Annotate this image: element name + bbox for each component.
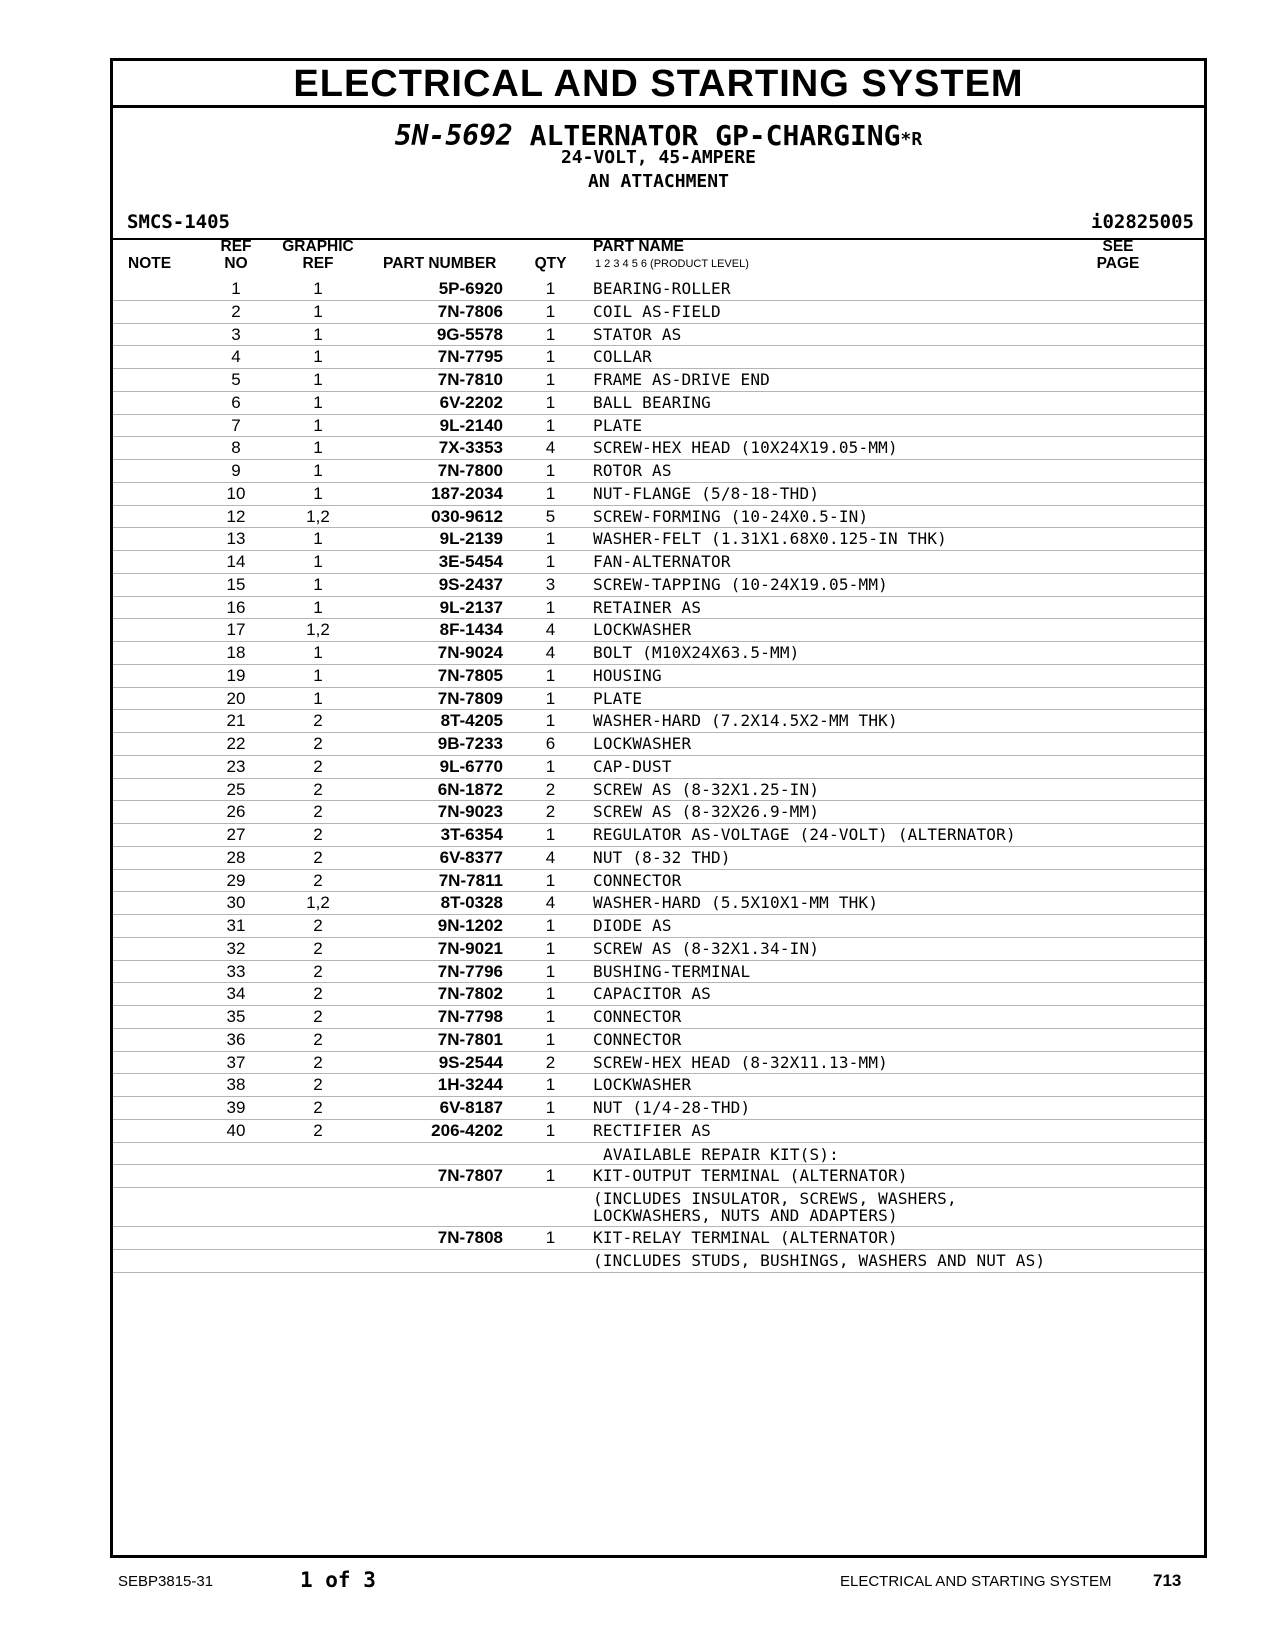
quantity: 1 xyxy=(545,916,556,935)
part-name: CONNECTOR xyxy=(593,870,682,890)
footer-section: ELECTRICAL AND STARTING SYSTEM xyxy=(840,1573,1112,1590)
kit-name: KIT-RELAY TERMINAL (ALTERNATOR) xyxy=(593,1228,898,1247)
quantity: 2 xyxy=(545,779,556,799)
part-number: 9L-2140 xyxy=(439,415,503,435)
quantity: 1 xyxy=(545,597,556,617)
ref-no: 33 xyxy=(226,961,246,981)
quantity: 1 xyxy=(545,984,556,1004)
col-ref-bottom: NO xyxy=(224,255,248,272)
ref-no: 7 xyxy=(231,415,241,435)
part-number: 6N-1872 xyxy=(437,779,503,799)
table-row xyxy=(113,278,1204,301)
graphic-ref: 1,2 xyxy=(306,620,330,640)
table-row xyxy=(113,1120,1204,1143)
part-name: COLLAR xyxy=(593,347,652,367)
graphic-ref: 1 xyxy=(313,529,323,549)
part-number: 7N-7811 xyxy=(438,870,503,890)
table-row xyxy=(113,801,1204,824)
graphic-ref: 1 xyxy=(313,461,323,480)
ref-no: 37 xyxy=(226,1052,246,1072)
table-row xyxy=(113,437,1204,460)
part-number: 6V-8377 xyxy=(439,847,503,867)
part-name: FAN-ALTERNATOR xyxy=(593,552,731,571)
group-name: ALTERNATOR GP-CHARGING xyxy=(529,119,901,152)
kit-includes-row xyxy=(113,1188,1204,1227)
part-number: 7N-7796 xyxy=(437,961,503,981)
quantity: 1 xyxy=(545,665,556,685)
ref-no: 28 xyxy=(226,847,246,867)
table-row xyxy=(113,688,1204,711)
graphic-ref: 1,2 xyxy=(306,506,330,526)
part-name: LOCKWASHER xyxy=(593,734,692,753)
table-row xyxy=(113,506,1204,529)
graphic-ref: 1 xyxy=(313,688,323,708)
graphic-ref: 1 xyxy=(313,438,323,458)
table-row xyxy=(113,847,1204,870)
subtitle-voltage: 24-VOLT, 45-AMPERE xyxy=(560,147,757,168)
quantity: 1 xyxy=(545,870,556,890)
part-number: 187-2034 xyxy=(431,483,503,503)
graphic-ref: 2 xyxy=(313,1120,323,1140)
table-row xyxy=(113,733,1204,756)
product-levels: 1 2 3 4 5 6 (PRODUCT LEVEL) xyxy=(595,258,749,270)
ref-no: 21 xyxy=(226,711,246,731)
table-row xyxy=(113,983,1204,1006)
table-row xyxy=(113,1052,1204,1075)
ref-no: 9 xyxy=(231,461,241,480)
col-graphic-top: GRAPHIC xyxy=(282,238,354,255)
graphic-ref: 1 xyxy=(313,643,323,662)
kit-row xyxy=(113,1165,1204,1188)
kit-heading-row xyxy=(113,1143,1204,1166)
table-row xyxy=(113,346,1204,369)
footer-page-of: 1 of 3 xyxy=(300,1568,376,1592)
graphic-ref: 2 xyxy=(313,984,323,1004)
graphic-ref: 1 xyxy=(313,597,323,617)
part-number: 9N-1202 xyxy=(437,916,503,935)
part-number: 6V-2202 xyxy=(439,392,503,412)
ref-no: 5 xyxy=(231,370,241,389)
graphic-ref: 1 xyxy=(313,552,323,571)
table-row xyxy=(113,756,1204,779)
kit-part-number: 7N-7808 xyxy=(437,1228,503,1247)
graphic-ref: 2 xyxy=(313,847,323,867)
group-suffix: *R xyxy=(900,129,923,150)
graphic-ref: 1 xyxy=(313,665,323,685)
ref-no: 20 xyxy=(226,688,246,708)
part-number: 9G-5578 xyxy=(436,324,503,344)
table-row xyxy=(113,369,1204,392)
graphic-ref: 2 xyxy=(313,961,323,981)
part-number: 7N-9023 xyxy=(437,802,503,822)
quantity: 1 xyxy=(545,961,556,981)
graphic-ref: 2 xyxy=(313,870,323,890)
ref-no: 16 xyxy=(226,597,246,617)
graphic-ref: 2 xyxy=(313,1029,323,1049)
part-number: 7N-7798 xyxy=(437,1007,503,1026)
part-name: WASHER-FELT (1.31X1.68X0.125-IN THK) xyxy=(593,529,947,549)
graphic-ref: 1 xyxy=(313,347,323,367)
col-see-bottom: PAGE xyxy=(1096,255,1140,272)
table-row xyxy=(113,961,1204,984)
graphic-ref: 1 xyxy=(313,279,323,298)
part-number: 7N-9021 xyxy=(437,938,503,958)
table-row xyxy=(113,460,1204,483)
quantity: 1 xyxy=(545,279,556,298)
part-name: PLATE xyxy=(593,688,643,708)
quantity: 1 xyxy=(545,1029,556,1049)
part-name: BUSHING-TERMINAL xyxy=(593,961,751,981)
table-row xyxy=(113,324,1204,347)
ref-no: 40 xyxy=(226,1120,246,1140)
part-name: HOUSING xyxy=(593,665,662,685)
ref-no: 35 xyxy=(226,1007,246,1026)
part-name: REGULATOR AS-VOLTAGE (24-VOLT) (ALTERNATOR) xyxy=(593,825,1016,844)
graphic-ref: 2 xyxy=(313,1052,323,1072)
graphic-ref: 2 xyxy=(313,756,323,776)
kit-row xyxy=(113,1227,1204,1250)
part-name: SCREW-HEX HEAD (8-32X11.13-MM) xyxy=(593,1052,888,1072)
part-number: 8F-1434 xyxy=(439,620,503,640)
kit-includes-line: (INCLUDES INSULATOR, SCREWS, WASHERS, xyxy=(593,1189,957,1208)
graphic-ref: 2 xyxy=(313,1075,323,1095)
title-divider xyxy=(113,105,1204,108)
graphic-ref: 1 xyxy=(313,574,323,594)
part-name: NUT (8-32 THD) xyxy=(593,847,731,867)
part-number: 7N-7795 xyxy=(437,347,503,367)
col-graphic-bottom: REF xyxy=(302,255,334,272)
smcs-code: SMCS-1405 xyxy=(127,211,230,233)
quantity: 4 xyxy=(545,620,556,640)
footer-page-number: 713 xyxy=(1153,1571,1182,1590)
col-part-number: PART NUMBER xyxy=(383,255,497,272)
part-name: SCREW-FORMING (10-24X0.5-IN) xyxy=(593,506,869,526)
graphic-ref: 1,2 xyxy=(306,893,330,913)
graphic-ref: 2 xyxy=(313,938,323,958)
part-number: 7N-7801 xyxy=(437,1029,503,1049)
graphic-ref: 1 xyxy=(313,392,323,412)
ref-no: 10 xyxy=(226,483,246,503)
table-row xyxy=(113,779,1204,802)
quantity: 1 xyxy=(545,370,556,389)
ref-no: 1 xyxy=(231,279,241,298)
part-name: BEARING-ROLLER xyxy=(593,279,731,298)
part-number: 7N-9024 xyxy=(437,643,503,662)
quantity: 1 xyxy=(545,415,556,435)
quantity: 2 xyxy=(545,1052,556,1072)
ref-no: 13 xyxy=(226,529,246,549)
ref-no: 36 xyxy=(226,1029,246,1049)
graphic-ref: 1 xyxy=(313,415,323,435)
part-name: SCREW-HEX HEAD (10X24X19.05-MM) xyxy=(593,438,898,458)
quantity: 1 xyxy=(545,483,556,503)
col-note: NOTE xyxy=(128,255,172,272)
table-row xyxy=(113,665,1204,688)
ref-no: 19 xyxy=(226,665,246,685)
table-row xyxy=(113,870,1204,893)
quantity: 1 xyxy=(545,1075,556,1095)
quantity: 1 xyxy=(545,461,556,480)
table-row xyxy=(113,938,1204,961)
graphic-ref: 2 xyxy=(313,802,323,822)
part-number: 3E-5454 xyxy=(438,552,503,571)
part-number: 7N-7800 xyxy=(437,461,503,480)
graphic-ref: 1 xyxy=(313,324,323,344)
part-name: RECTIFIER AS xyxy=(593,1120,711,1140)
quantity: 1 xyxy=(545,392,556,412)
table-row xyxy=(113,1006,1204,1029)
group-part-number: 5N-5692 xyxy=(394,119,513,152)
ref-no: 29 xyxy=(226,870,246,890)
part-number: 9L-2139 xyxy=(439,529,503,549)
part-number: 9L-2137 xyxy=(439,597,503,617)
part-number: 8T-0328 xyxy=(440,893,503,913)
table-row xyxy=(113,824,1204,847)
ref-no: 32 xyxy=(226,938,246,958)
part-name: DIODE AS xyxy=(593,916,672,935)
part-number: 1H-3244 xyxy=(437,1075,503,1095)
table-row xyxy=(113,1097,1204,1120)
quantity: 4 xyxy=(545,893,556,913)
quantity: 1 xyxy=(545,324,556,344)
table-row xyxy=(113,597,1204,620)
ref-no: 8 xyxy=(231,438,241,458)
part-name: RETAINER AS xyxy=(593,597,702,617)
part-name: SCREW AS (8-32X1.25-IN) xyxy=(593,779,820,799)
ref-no: 4 xyxy=(231,347,241,367)
part-number: 8T-4205 xyxy=(440,711,503,731)
part-name: WASHER-HARD (5.5X10X1-MM THK) xyxy=(593,893,879,913)
table-row xyxy=(113,392,1204,415)
ref-no: 23 xyxy=(226,756,246,776)
ref-no: 34 xyxy=(226,984,246,1004)
part-number: 5P-6920 xyxy=(438,279,503,298)
ref-no: 12 xyxy=(226,506,246,526)
part-number: 9S-2544 xyxy=(438,1052,503,1072)
part-name: FRAME AS-DRIVE END xyxy=(593,370,770,389)
ref-no: 38 xyxy=(226,1075,246,1095)
quantity: 4 xyxy=(545,643,556,662)
part-number: 7X-3353 xyxy=(438,438,503,458)
part-name: CONNECTOR xyxy=(593,1029,682,1049)
table-row xyxy=(113,1074,1204,1097)
part-number: 7N-7810 xyxy=(437,370,503,389)
kit-quantity: 1 xyxy=(545,1228,556,1247)
quantity: 6 xyxy=(545,734,556,753)
table-row xyxy=(113,574,1204,597)
quantity: 5 xyxy=(545,506,556,526)
document-id: i02825005 xyxy=(1091,211,1194,233)
part-name: BOLT (M10X24X63.5-MM) xyxy=(593,643,800,662)
kit-heading: AVAILABLE REPAIR KIT(S): xyxy=(603,1144,839,1164)
part-name: ROTOR AS xyxy=(593,461,672,480)
quantity: 1 xyxy=(545,711,556,731)
ref-no: 2 xyxy=(231,301,241,321)
part-name: SCREW AS (8-32X1.34-IN) xyxy=(593,938,820,958)
ref-no: 25 xyxy=(226,779,246,799)
ref-no: 26 xyxy=(226,802,246,822)
graphic-ref: 2 xyxy=(313,825,323,844)
table-row xyxy=(113,1029,1204,1052)
ref-no: 17 xyxy=(226,620,246,640)
quantity: 1 xyxy=(545,688,556,708)
col-ref-top: REF xyxy=(220,238,252,255)
table-row xyxy=(113,710,1204,733)
ref-no: 18 xyxy=(226,643,246,662)
quantity: 1 xyxy=(545,301,556,321)
graphic-ref: 2 xyxy=(313,734,323,753)
part-number: 030-9612 xyxy=(431,506,503,526)
part-number: 9S-2437 xyxy=(438,574,503,594)
ref-no: 30 xyxy=(226,893,246,913)
ref-no: 14 xyxy=(226,552,246,571)
table-row xyxy=(113,551,1204,574)
ref-no: 15 xyxy=(226,574,246,594)
col-part-name: PART NAME xyxy=(593,238,684,255)
part-number: 7N-7806 xyxy=(437,301,503,321)
part-number: 206-4202 xyxy=(431,1120,503,1140)
quantity: 4 xyxy=(545,438,556,458)
table-row xyxy=(113,483,1204,506)
col-qty: QTY xyxy=(534,255,567,272)
part-name: CAPACITOR AS xyxy=(593,984,711,1004)
kit-part-number: 7N-7807 xyxy=(437,1166,503,1186)
table-row xyxy=(113,642,1204,665)
part-name: COIL AS-FIELD xyxy=(593,301,721,321)
part-name: NUT-FLANGE (5/8-18-THD) xyxy=(593,483,820,503)
quantity: 3 xyxy=(545,574,556,594)
quantity: 1 xyxy=(545,552,556,571)
part-name: BALL BEARING xyxy=(593,392,711,412)
graphic-ref: 2 xyxy=(313,779,323,799)
quantity: 2 xyxy=(545,802,556,822)
part-name: NUT (1/4-28-THD) xyxy=(593,1098,751,1117)
kit-quantity: 1 xyxy=(545,1166,556,1186)
part-number: 3T-6354 xyxy=(440,825,503,844)
part-name: CAP-DUST xyxy=(593,756,672,776)
ref-no: 6 xyxy=(231,392,241,412)
part-name: STATOR AS xyxy=(593,324,682,344)
graphic-ref: 2 xyxy=(313,711,323,731)
ref-no: 3 xyxy=(231,324,241,344)
part-number: 9L-6770 xyxy=(439,756,503,776)
kit-includes-row xyxy=(113,1250,1204,1273)
table-row xyxy=(113,301,1204,324)
part-name: WASHER-HARD (7.2X14.5X2-MM THK) xyxy=(593,711,898,731)
part-number: 9B-7233 xyxy=(437,734,503,753)
part-name: LOCKWASHER xyxy=(593,620,692,640)
graphic-ref: 1 xyxy=(313,370,323,389)
ref-no: 22 xyxy=(226,734,246,753)
part-number: 7N-7802 xyxy=(437,984,503,1004)
part-name: SCREW AS (8-32X26.9-MM) xyxy=(593,802,820,822)
part-name: LOCKWASHER xyxy=(593,1075,692,1095)
kit-name: KIT-OUTPUT TERMINAL (ALTERNATOR) xyxy=(593,1166,908,1186)
part-name: SCREW-TAPPING (10-24X19.05-MM) xyxy=(593,574,888,594)
ref-no: 27 xyxy=(226,825,246,844)
graphic-ref: 2 xyxy=(313,916,323,935)
graphic-ref: 2 xyxy=(313,1098,323,1117)
table-row xyxy=(113,915,1204,938)
kit-includes-line: LOCKWASHERS, NUTS AND ADAPTERS) xyxy=(593,1206,898,1225)
part-name: PLATE xyxy=(593,415,643,435)
footer-doc-number: SEBP3815-31 xyxy=(118,1573,214,1590)
part-name: CONNECTOR xyxy=(593,1007,682,1026)
quantity: 4 xyxy=(545,847,556,867)
quantity: 1 xyxy=(545,1120,556,1140)
ref-no: 31 xyxy=(226,916,246,935)
subtitle-attachment: AN ATTACHMENT xyxy=(588,171,729,192)
part-number: 7N-7809 xyxy=(437,688,503,708)
graphic-ref: 1 xyxy=(313,301,323,321)
quantity: 1 xyxy=(545,825,556,844)
table-row xyxy=(113,892,1204,915)
table-row xyxy=(113,528,1204,551)
graphic-ref: 2 xyxy=(313,1007,323,1026)
table-row xyxy=(113,415,1204,438)
ref-no: 39 xyxy=(226,1098,246,1117)
col-see-top: SEE xyxy=(1102,238,1134,255)
quantity: 1 xyxy=(545,347,556,367)
table-row xyxy=(113,619,1204,642)
graphic-ref: 1 xyxy=(313,483,323,503)
kit-includes-line: (INCLUDES STUDS, BUSHINGS, WASHERS AND NUT AS) xyxy=(593,1250,1046,1270)
page-frame xyxy=(110,58,1207,1558)
section-title: ELECTRICAL AND STARTING SYSTEM xyxy=(293,63,1024,105)
quantity: 1 xyxy=(545,756,556,776)
part-number: 6V-8187 xyxy=(439,1098,503,1117)
quantity: 1 xyxy=(545,1007,556,1026)
quantity: 1 xyxy=(545,1098,556,1117)
quantity: 1 xyxy=(545,938,556,958)
quantity: 1 xyxy=(545,529,556,549)
part-number: 7N-7805 xyxy=(437,665,503,685)
